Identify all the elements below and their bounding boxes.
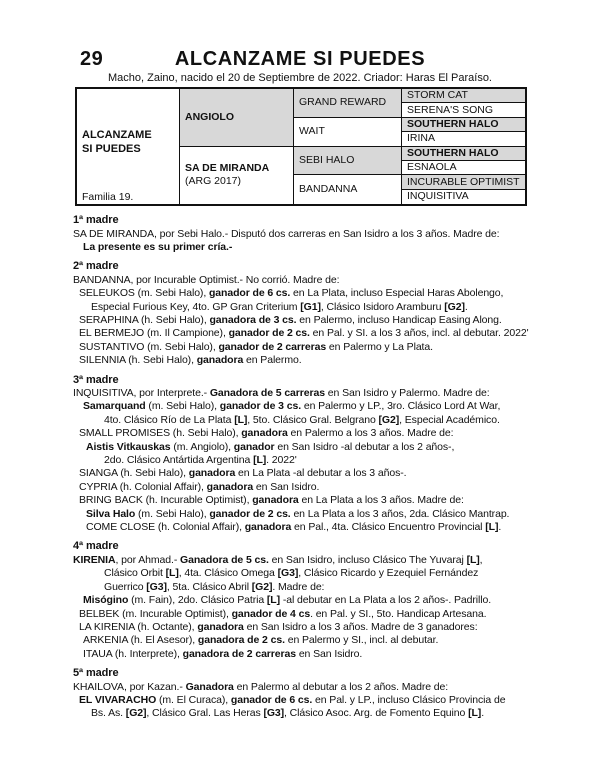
text-segment: en Palermo al debutar a los 2 años. Madre de: <box>233 680 449 693</box>
pedigree-text-line <box>73 554 600 567</box>
pedigree-text-line <box>73 594 600 607</box>
text-segment: SUSTANTIVO (m. Sebi Halo), <box>79 340 219 353</box>
bold-text-segment: ganador de 2 cs. <box>209 507 291 520</box>
pedigree-text-line <box>73 581 600 594</box>
text-segment: , por Ahmad.- <box>115 553 181 566</box>
bold-text-segment: [L] <box>485 521 499 534</box>
bold-text-segment: ganadora <box>244 521 292 534</box>
text-segment: 4to. Clásico Río de La Plata <box>104 413 235 426</box>
text-segment: en Pal. y LP., incluso Clásico Provincia de <box>312 693 506 706</box>
text-segment: en La Plata -al debutar a los 3 años-. <box>235 467 407 480</box>
text-segment: SIANGA (h. Sebi Halo), <box>79 467 189 480</box>
madre-section-heading: 2ª madre <box>73 260 119 273</box>
bold-text-segment: [G3] <box>263 707 285 720</box>
bold-text-segment: [L] <box>468 707 482 720</box>
lot-number: 29 <box>80 48 104 70</box>
text-segment: en La Plata a los 3 años. Madre de: <box>298 494 464 507</box>
bold-text-segment: La presente es su primer cría.- <box>83 240 233 253</box>
madre-section-heading: 1ª madre <box>73 214 119 227</box>
bold-text-segment: [G3] <box>146 580 167 593</box>
granddam-cell: WAIT <box>294 118 402 147</box>
text-segment: LA KIRENIA (h. Octante), <box>79 620 198 633</box>
pedigree-text-line <box>73 694 600 707</box>
pedigree-text-line <box>73 508 600 521</box>
pedigree-text-line <box>73 608 600 621</box>
bold-text-segment: ganador de 2 carreras <box>218 340 327 353</box>
bold-text-segment: [L] <box>165 567 179 580</box>
text-segment: en San Isidro -al debutar a los 2 años-, <box>274 440 455 453</box>
great-grandparent-cell: SOUTHERN HALO <box>402 147 525 161</box>
pedigree-text-line <box>73 567 600 580</box>
pedigree-text-line <box>73 274 600 287</box>
bold-text-segment: ganador de 4 cs <box>231 607 311 620</box>
pedigree-text-line <box>73 327 600 340</box>
text-segment: KHAILOVA, por Kazan.- <box>73 680 186 693</box>
text-segment: , Clásico Ricardo y Ezequiel Fernández <box>298 567 479 580</box>
bold-text-segment: KIRENIA <box>73 553 116 566</box>
bold-text-segment: Ganadora de 5 cs. <box>180 553 269 566</box>
pedigree-text-line <box>73 301 600 314</box>
bold-text-segment: ganadora de 2 carreras <box>182 647 296 660</box>
dam-name: SA DE MIRANDA <box>185 162 270 175</box>
sire-cell: ANGIOLO <box>180 89 294 147</box>
bold-text-segment: Samarquand <box>83 400 146 413</box>
bold-text-segment: ganadora <box>188 467 236 480</box>
text-segment: . en Pal. y SI., 5to. Handicap Artesana. <box>310 607 487 620</box>
text-segment: (m. Angiolo), <box>170 440 234 453</box>
text-segment: , 5to. Clásico Gral. Belgrano <box>247 413 379 426</box>
text-segment: 2do. Clásico Antártida Argentina <box>104 454 254 467</box>
text-segment: , 4ta. Clásico Omega <box>178 567 278 580</box>
bold-text-segment: ganadora <box>196 354 244 367</box>
pedigree-text-line <box>73 481 600 494</box>
text-segment: en San Isidro. <box>253 480 320 493</box>
text-segment: en Palermo y SI., incl. al debutar. <box>284 634 439 647</box>
text-segment: . <box>498 521 502 534</box>
pedigree-text-line <box>73 621 600 634</box>
text-segment: ARKENIA (h. El Asesor), <box>83 634 198 647</box>
bold-text-segment: EL VIVARACHO <box>79 693 157 706</box>
text-segment: (m. Sebi Halo), <box>145 400 220 413</box>
text-segment: (m. El Curaca), <box>156 693 231 706</box>
bold-text-segment: ganador de 6 cs. <box>208 287 291 300</box>
text-segment: COME CLOSE (h. Colonial Affair), <box>86 521 245 534</box>
text-segment: en San Isidro a los 3 años. Madre de 3 ganadores: <box>243 620 478 633</box>
subject-name-line1: ALCANZAME <box>82 128 152 141</box>
pedigree-text-line <box>73 648 600 661</box>
text-segment: , <box>479 553 483 566</box>
text-segment: en Pal., 4ta. Clásico Encuentro Provincial <box>291 521 486 534</box>
pedigree-text-line <box>73 387 600 400</box>
bold-text-segment: [G1] <box>300 300 321 313</box>
pedigree-text-line <box>73 341 600 354</box>
great-grandparent-cell: IRINA <box>402 132 525 146</box>
text-segment: en San Isidro, incluso Clásico The Yuvaraj <box>268 553 467 566</box>
text-segment: EL BERMEJO (m. Il Campione), <box>79 327 229 340</box>
bold-text-segment: Misógino <box>83 594 129 607</box>
pedigree-text-line <box>73 314 600 327</box>
text-segment: en Palermo y La Plata. <box>326 340 433 353</box>
text-segment: CYPRIA (h. Colonial Affair), <box>79 480 207 493</box>
bold-text-segment: Ganadora <box>185 680 234 693</box>
bold-text-segment: ganadora <box>206 480 254 493</box>
text-segment: . <box>464 300 468 313</box>
pedigree-text-line <box>73 467 600 480</box>
great-grandparent-cell: STORM CAT <box>402 89 525 103</box>
text-segment: en Palermo a los 3 años. Madre de: <box>287 427 454 440</box>
dam-line-sections <box>73 214 600 721</box>
granddam-cell: BANDANNA <box>294 175 402 204</box>
pedigree-text-line <box>73 634 600 647</box>
bold-text-segment: ganador de 2 cs. <box>228 327 310 340</box>
text-segment: Guerrico <box>104 580 147 593</box>
text-segment: SELEUKOS (m. Sebi Halo), <box>79 287 209 300</box>
madre-section-heading: 4ª madre <box>73 540 119 553</box>
text-segment: en Pal. y SI. a los 3 años, incl. al debutar. 2022' <box>309 327 529 340</box>
pedigree-text-line <box>73 287 600 300</box>
grandsire-cell: SEBI HALO <box>294 147 402 176</box>
pedigree-text-line <box>73 521 600 534</box>
pedigree-text-line <box>73 494 600 507</box>
bold-text-segment: ganadora <box>241 427 288 440</box>
text-segment: (m. Sebi Halo), <box>135 507 210 520</box>
pedigree-text-line <box>73 400 600 413</box>
bold-text-segment: ganador de 3 cs. <box>219 400 302 413</box>
text-segment: en Palermo. <box>243 354 302 367</box>
text-segment: . Madre de: <box>272 580 325 593</box>
bold-text-segment: ganadora de 2 cs. <box>197 634 285 647</box>
text-segment: BRING BACK (h. Incurable Optimist), <box>79 494 253 507</box>
subject-cell <box>77 89 180 204</box>
great-grandparent-cell: INCURABLE OPTIMIST <box>402 175 525 189</box>
text-segment: . <box>481 707 485 720</box>
text-segment: BELBEK (m. Incurable Optimist), <box>79 607 232 620</box>
madre-section-heading: 5ª madre <box>73 667 119 680</box>
text-segment: -al debutar en La Plata a los 2 años-. Padrillo. <box>280 594 492 607</box>
bold-text-segment: [G2] <box>125 707 147 720</box>
text-segment: , 5ta. Clásico Abril <box>166 580 252 593</box>
bold-text-segment: Ganadora de 5 carreras <box>209 387 325 399</box>
text-segment: SA DE MIRANDA, por Sebi Halo.- Disputó dos carreras en San Isidro a los 3 años. Madre de: <box>73 227 500 240</box>
pedigree-text-line <box>73 228 600 241</box>
text-segment: , Clásico Asoc. Arg. de Fomento Equino <box>284 707 469 720</box>
family-label: Familia 19. <box>82 191 134 204</box>
great-grandparent-cell: SERENA'S SONG <box>402 103 525 117</box>
text-segment: Especial Furious Key, 4to. GP Gran Criterium <box>91 300 301 313</box>
text-segment: en La Plata, incluso Especial Haras Abolengo, <box>290 287 504 300</box>
text-segment: Bs. As. <box>91 707 126 720</box>
subject-name <box>82 128 152 156</box>
dam-cell <box>180 147 294 205</box>
bold-text-segment: [L] <box>266 594 280 607</box>
great-grandparent-cell: SOUTHERN HALO <box>402 118 525 132</box>
subject-name-line2: SI PUEDES <box>82 142 141 155</box>
page-title: ALCANZAME SI PUEDES <box>174 48 426 70</box>
text-segment: (m. Fain), 2do. Clásico Patria <box>128 594 267 607</box>
text-segment: INQUISITIVA, por Interprete.- <box>73 387 210 399</box>
bold-text-segment: ganador de 6 cs. <box>230 693 313 706</box>
bold-text-segment: [G2] <box>251 580 273 593</box>
great-grandparent-cell: ESNAOLA <box>402 161 525 175</box>
grandsire-cell: GRAND REWARD <box>294 89 402 118</box>
pedigree-text-line <box>73 241 600 254</box>
text-segment: SERAPHINA (h. Sebi Halo), <box>79 313 210 326</box>
pedigree-text-line <box>73 707 600 720</box>
pedigree-text-line <box>73 354 600 367</box>
bold-text-segment: [L] <box>253 454 267 467</box>
text-segment: ITAUA (h. Interprete), <box>83 647 183 660</box>
text-segment: Clásico Orbit <box>104 567 166 580</box>
text-segment: en Palermo y LP., 3ro. Clásico Lord At War, <box>301 400 501 413</box>
page-subtitle: Macho, Zaino, nacido el 20 de Septiembre de 2022. Criador: Haras El Paraíso. <box>108 72 492 84</box>
bold-text-segment: Silva Halo <box>86 507 136 520</box>
pedigree-table <box>75 87 527 206</box>
text-segment: en Palermo, incluso Handicap Easing Along. <box>296 313 502 326</box>
pedigree-text-line <box>73 681 600 694</box>
text-segment: , Clásico Isidoro Aramburu <box>320 300 445 313</box>
text-segment: en La Plata a los 3 años, 2da. Clásico Mantrap. <box>290 507 510 520</box>
pedigree-text-line <box>73 441 600 454</box>
madre-section-heading: 3ª madre <box>73 373 119 386</box>
text-segment: BANDANNA, por Incurable Optimist.- No corrió. Madre de: <box>73 273 340 286</box>
text-segment: , Especial Académico. <box>399 413 500 426</box>
bold-text-segment: [G2] <box>378 413 400 426</box>
bold-text-segment: Aistis Vitkauskas <box>86 440 171 453</box>
bold-text-segment: ganadora <box>197 620 244 633</box>
text-segment: en San Isidro. <box>296 647 363 660</box>
text-segment: . 2022' <box>266 454 297 467</box>
text-segment: SMALL PROMISES (h. Sebi Halo), <box>79 427 242 440</box>
text-segment: SILENNIA (h. Sebi Halo), <box>79 354 197 367</box>
bold-text-segment: [L] <box>234 413 248 426</box>
bold-text-segment: ganadora <box>252 494 299 507</box>
great-grandparent-cell: INQUISITIVA <box>407 190 469 203</box>
pedigree-text-line <box>73 427 600 440</box>
bold-text-segment: [L] <box>466 553 480 566</box>
text-segment: , Clásico Gral. Las Heras <box>146 707 264 720</box>
pedigree-text-line <box>73 454 600 467</box>
bold-text-segment: ganador <box>233 440 275 453</box>
pedigree-text-line <box>73 414 600 427</box>
bold-text-segment: ganadora de 3 cs. <box>209 313 297 326</box>
bold-text-segment: [G2] <box>444 300 465 313</box>
bold-text-segment: [G3] <box>277 567 299 580</box>
text-segment: en San Isidro y Palermo. Madre de: <box>324 387 490 399</box>
dam-detail: (ARG 2017) <box>185 175 242 188</box>
